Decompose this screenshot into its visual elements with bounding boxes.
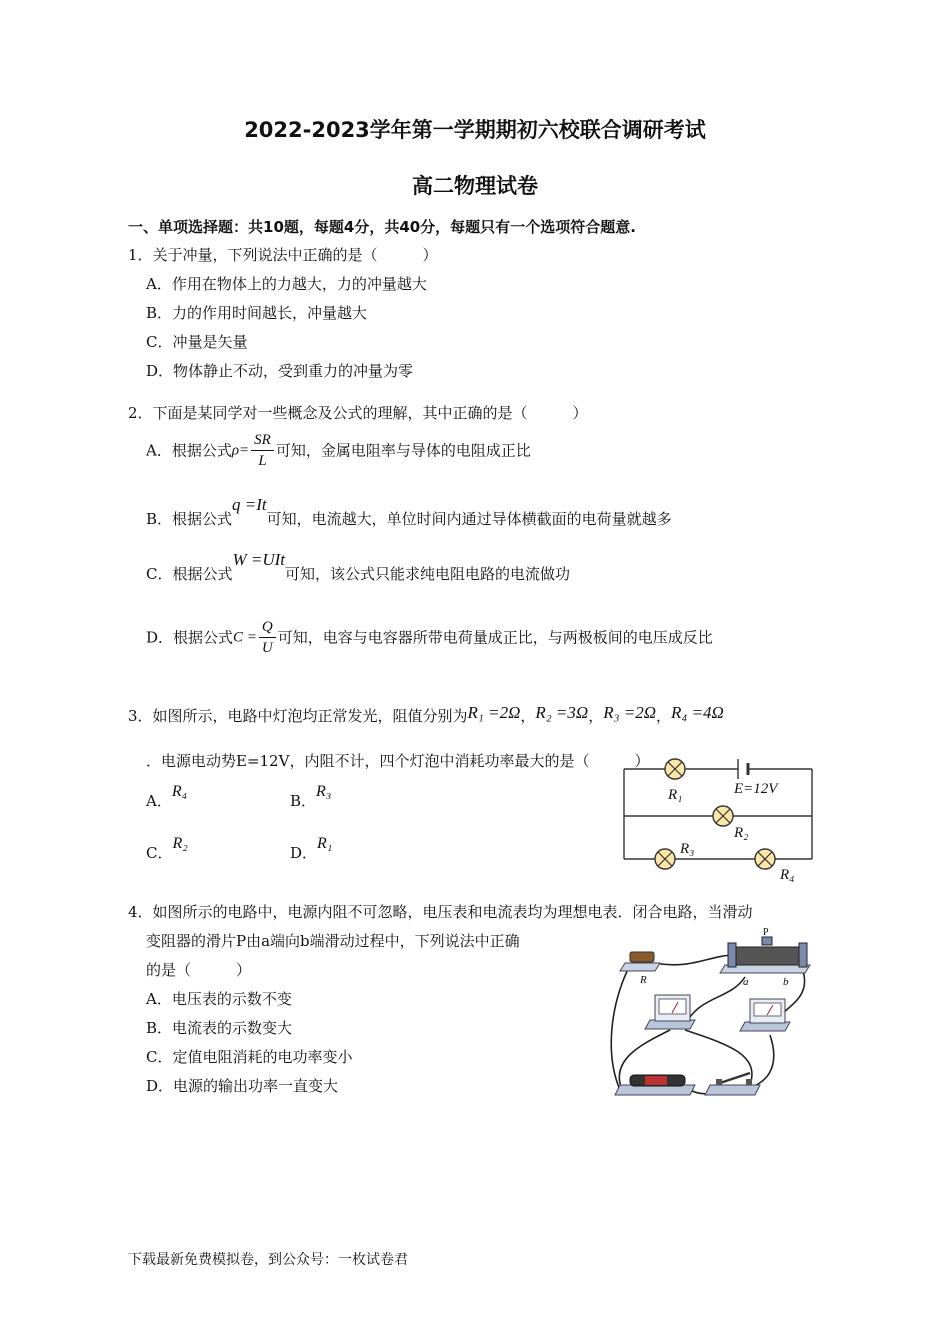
question-stem-line2: 变阻器的滑片P由a端向b端滑动过程中，下列说法中正确 — [146, 932, 520, 950]
resistor-label: R — [640, 974, 647, 986]
option-c — [146, 550, 571, 584]
option-label: A．根据公式 — [146, 441, 232, 460]
rheostat-icon — [720, 927, 810, 988]
lamp-label-r1: R₁ — [668, 787, 683, 803]
r3-value: R₃ =2Ω — [603, 703, 657, 722]
r2-value: R₂ =3Ω — [535, 703, 589, 722]
numerator: Q — [259, 617, 276, 638]
voltmeter-icon — [645, 995, 695, 1029]
option-b: B．电流表的示数变大 — [146, 1019, 293, 1037]
separator: ， — [656, 707, 672, 725]
page-title: 2022-2023学年第一学期期初六校联合调研考试 — [244, 118, 706, 142]
question-stem: 2．下面是某同学对一些概念及公式的理解，其中正确的是（ ） — [128, 404, 588, 422]
option-d: D．电源的输出功率一直变大 — [146, 1077, 339, 1095]
denominator: L — [258, 453, 267, 469]
option-text: 可知，该公式只能求纯电阻电路的电流做功 — [285, 565, 571, 583]
option-value: R₁ — [317, 835, 333, 852]
numerator: SR — [251, 430, 274, 451]
option-c — [146, 835, 188, 863]
resistor-icon — [620, 952, 660, 986]
option-a — [146, 783, 188, 811]
option-value: R₄ — [171, 783, 188, 800]
option-text: 可知，电容与电容器所带电荷量成正比，与两极板间的电压成反比 — [277, 628, 713, 647]
option-d — [290, 835, 333, 863]
circuit-diagram — [610, 755, 825, 885]
battery-label: E=12V — [734, 781, 778, 797]
formula-lhs: C = — [233, 629, 257, 646]
separator: ， — [588, 707, 604, 725]
option-label: A． — [146, 792, 172, 810]
option-label: B． — [290, 792, 317, 810]
stem-text: 3．如图所示，电路中灯泡均正常发光，阻值分别为 — [128, 707, 468, 725]
apparatus-diagram — [600, 925, 825, 1100]
option-label: B．根据公式 — [146, 510, 233, 528]
formula: q =It — [232, 495, 267, 514]
battery-icon — [738, 759, 748, 779]
end-a-label: a — [743, 976, 749, 988]
option-c: C．定值电阻消耗的电功率变小 — [146, 1048, 353, 1066]
question-stem-line3: 的是（ ） — [146, 961, 252, 979]
option-b: B．力的作用时间越长，冲量越大 — [146, 304, 368, 322]
option-a: A．作用在物体上的力越大，力的冲量越大 — [146, 275, 427, 293]
option-value: R₂ — [172, 835, 188, 852]
option-b — [146, 495, 672, 529]
formula: W =UIt — [232, 550, 286, 569]
option-text: 可知，金属电阻率与导体的电阻成正比 — [275, 441, 531, 460]
option-label: C． — [146, 844, 173, 862]
option-c: C．冲量是矢量 — [146, 333, 248, 351]
separator: ， — [520, 707, 536, 725]
question-stem: 1．关于冲量，下列说法中正确的是（ ） — [128, 246, 438, 264]
option-b — [290, 783, 332, 811]
question-stem — [128, 705, 724, 726]
lamp-r2-icon — [713, 806, 733, 826]
option-a: A．电压表的示数不变 — [146, 990, 292, 1008]
section-heading: 一、单项选择题：共10题，每题4分，共40分，每题只有一个选项符合题意. — [128, 218, 636, 236]
r4-value: R₄ =4Ω — [671, 703, 724, 722]
question-stem-continued: ．电源电动势E=12V，内阻不计，四个灯泡中消耗功率最大的是（ ） — [146, 752, 650, 770]
option-label: D． — [290, 844, 318, 862]
formula-lhs: ρ= — [231, 442, 250, 459]
question-stem: 4．如图所示的电路中，电源内阻不可忽略，电压表和电流表均为理想电表．闭合电路，当滑动 — [128, 903, 753, 921]
lamp-label-r4: R₄ — [780, 867, 795, 883]
option-d — [146, 617, 713, 658]
option-label: D．根据公式 — [146, 628, 234, 647]
option-value: R₃ — [316, 783, 332, 800]
fraction — [259, 617, 276, 658]
battery-icon — [615, 1075, 695, 1095]
option-a — [146, 430, 531, 471]
option-label: C．根据公式 — [146, 565, 233, 583]
page-subtitle: 高二物理试卷 — [412, 174, 538, 198]
option-text: 可知，电流越大，单位时间内通过导体横截面的电荷量就越多 — [266, 510, 672, 528]
r1-value: R₁ =2Ω — [467, 703, 521, 722]
lamp-r4-icon — [755, 849, 775, 869]
lamp-label-r3: R₃ — [680, 841, 695, 857]
lamp-r3-icon — [655, 849, 675, 869]
fraction — [251, 430, 274, 471]
option-d: D．物体静止不动，受到重力的冲量为零 — [146, 362, 414, 380]
end-b-label: b — [783, 976, 789, 988]
footer-note: 下载最新免费模拟卷，到公众号：一枚试卷君 — [128, 1252, 408, 1268]
ammeter-icon — [740, 999, 790, 1031]
slider-label: P — [763, 927, 769, 938]
lamp-r1-icon — [665, 759, 685, 779]
denominator: U — [261, 640, 273, 656]
lamp-label-r2: R₂ — [734, 825, 749, 841]
